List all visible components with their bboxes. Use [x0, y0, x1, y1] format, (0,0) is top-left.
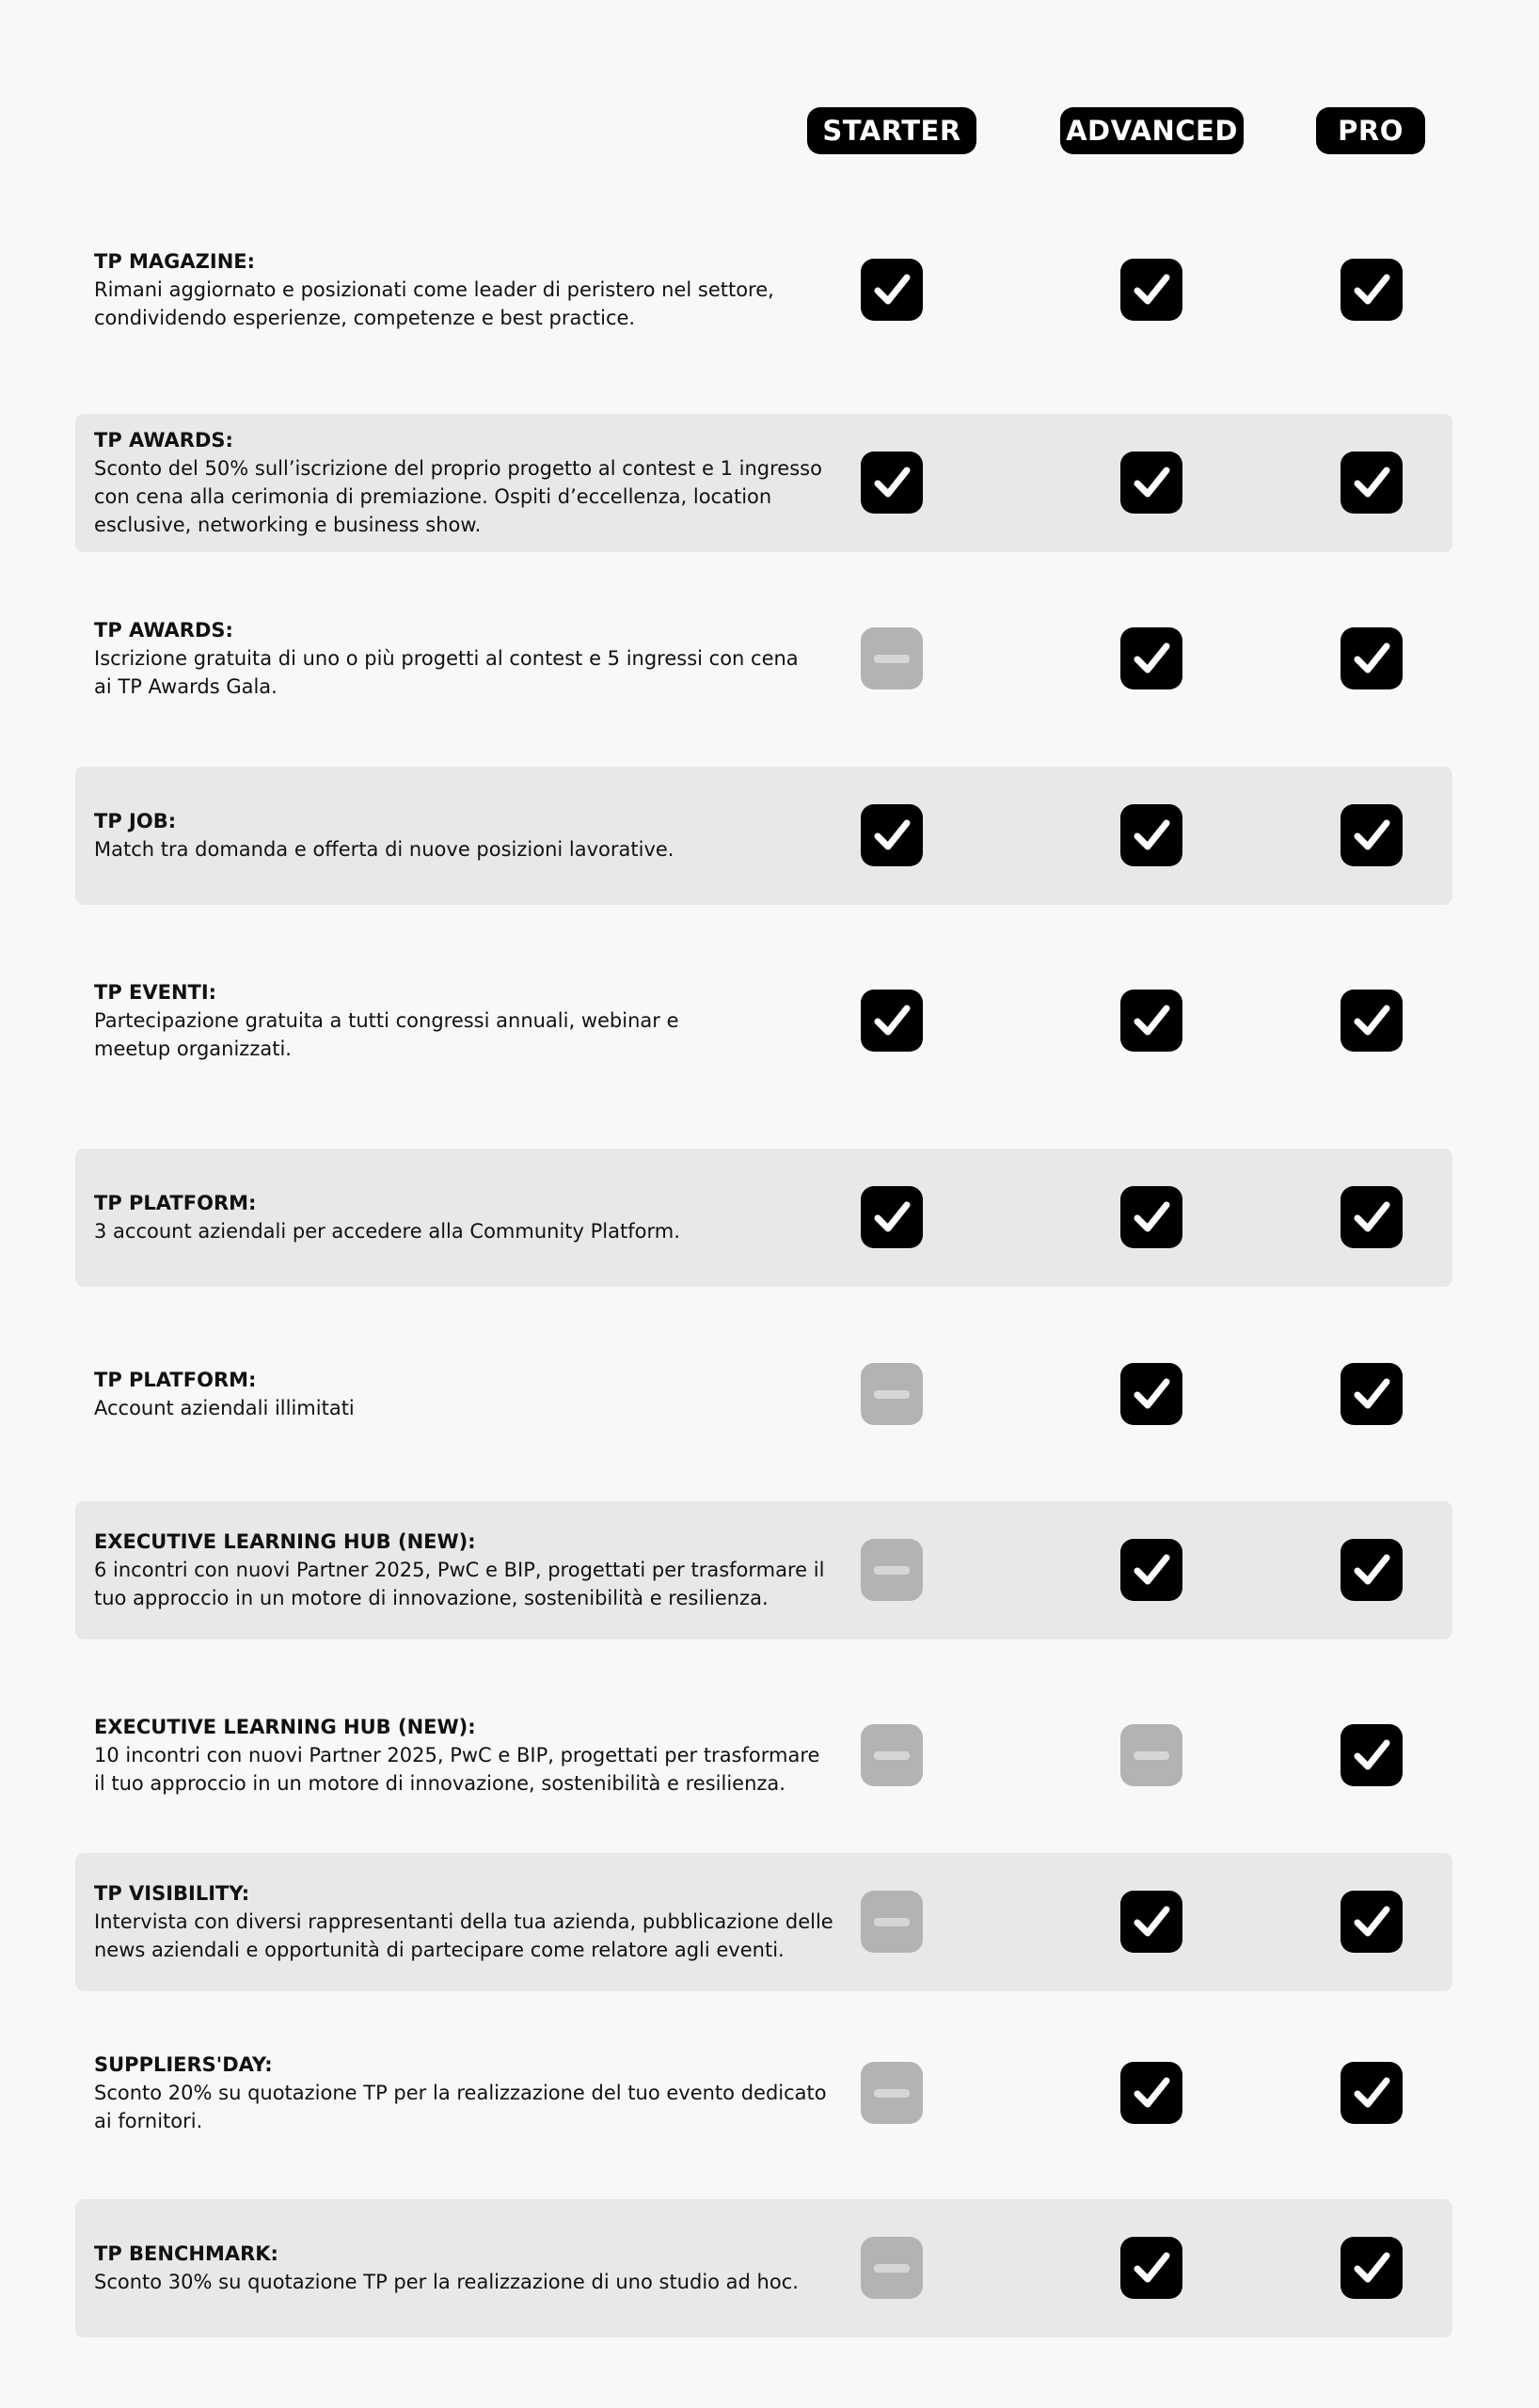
- feature-description: Partecipazione gratuita a tutti congressi annuali, webinar e meetup organizzati.: [94, 1009, 679, 1060]
- feature-description: Sconto 30% su quotazione TP per la realizzazione di uno studio ad hoc.: [94, 2271, 799, 2293]
- feature-title: TP EVENTI:: [94, 981, 217, 1004]
- feature-text: [94, 247, 837, 332]
- feature-text: [94, 1189, 837, 1245]
- check-advanced-icon: [1120, 1186, 1182, 1248]
- feature-description: 10 incontri con nuovi Partner 2025, PwC e BIP, progettati per trasformare il tuo approccio in un motore di innovazione, sostenibilità e resilienza.: [94, 1744, 820, 1795]
- plan-header-advanced: ADVANCED: [1060, 107, 1244, 154]
- feature-row: [75, 590, 1452, 728]
- feature-row: [75, 221, 1452, 359]
- feature-text: [94, 426, 837, 539]
- feature-description: Match tra domanda e offerta di nuove posizioni lavorative.: [94, 838, 674, 861]
- feature-row: [75, 1853, 1452, 1991]
- feature-row: [75, 414, 1452, 552]
- feature-description: Account aziendali illimitati: [94, 1397, 355, 1419]
- minus-mark: [874, 2089, 910, 2098]
- feature-row: [75, 767, 1452, 905]
- minus-advanced-icon: [1120, 1724, 1182, 1786]
- check-advanced-icon: [1120, 990, 1182, 1052]
- feature-text: [94, 1713, 837, 1798]
- check-advanced-icon: [1120, 1891, 1182, 1953]
- feature-title: TP JOB:: [94, 810, 177, 832]
- check-pro-icon: [1341, 1891, 1403, 1953]
- check-advanced-icon: [1120, 1539, 1182, 1601]
- feature-text: [94, 807, 837, 863]
- feature-title: TP PLATFORM:: [94, 1369, 257, 1391]
- feature-description: Sconto 20% su quotazione TP per la realizzazione del tuo evento dedicato ai fornitori.: [94, 2082, 827, 2132]
- check-pro-icon: [1341, 452, 1403, 514]
- minus-mark: [874, 1918, 910, 1926]
- feature-title: TP AWARDS:: [94, 429, 233, 452]
- check-pro-icon: [1341, 259, 1403, 321]
- feature-title: TP MAGAZINE:: [94, 250, 256, 273]
- check-starter-icon: [861, 804, 923, 866]
- minus-starter-icon: [861, 2062, 923, 2124]
- check-pro-icon: [1341, 804, 1403, 866]
- minus-mark: [874, 655, 910, 663]
- minus-starter-icon: [861, 1724, 923, 1786]
- check-starter-icon: [861, 990, 923, 1052]
- feature-description: 3 account aziendali per accedere alla Community Platform.: [94, 1220, 680, 1243]
- feature-title: SUPPLIERS'DAY:: [94, 2053, 273, 2076]
- feature-row: [75, 2199, 1452, 2337]
- feature-description: Intervista con diversi rappresentanti della tua azienda, pubblicazione delle news aziendali e opportunità di partecipare come relatore agli eventi.: [94, 1910, 833, 1961]
- check-advanced-icon: [1120, 2237, 1182, 2299]
- check-pro-icon: [1341, 1363, 1403, 1425]
- plan-header-starter: STARTER: [807, 107, 976, 154]
- feature-title: TP VISIBILITY:: [94, 1882, 250, 1905]
- feature-title: TP BENCHMARK:: [94, 2242, 278, 2265]
- check-advanced-icon: [1120, 627, 1182, 689]
- feature-text: [94, 2051, 837, 2135]
- feature-description: 6 incontri con nuovi Partner 2025, PwC e BIP, progettati per trasformare il tuo approccio in un motore di innovazione, sostenibilità e resilienza.: [94, 1559, 825, 1609]
- feature-title: EXECUTIVE LEARNING HUB (NEW):: [94, 1530, 476, 1553]
- minus-starter-icon: [861, 1539, 923, 1601]
- check-pro-icon: [1341, 1724, 1403, 1786]
- check-starter-icon: [861, 259, 923, 321]
- feature-title: TP AWARDS:: [94, 619, 233, 642]
- check-starter-icon: [861, 452, 923, 514]
- check-advanced-icon: [1120, 2062, 1182, 2124]
- check-pro-icon: [1341, 2237, 1403, 2299]
- check-pro-icon: [1341, 990, 1403, 1052]
- minus-mark: [1134, 1751, 1169, 1760]
- minus-mark: [874, 1751, 910, 1760]
- feature-text: [94, 1879, 837, 1964]
- plan-header-pro: PRO: [1316, 107, 1425, 154]
- feature-row: [75, 952, 1452, 1090]
- feature-row: [75, 2024, 1452, 2162]
- check-pro-icon: [1341, 1186, 1403, 1248]
- minus-starter-icon: [861, 627, 923, 689]
- check-pro-icon: [1341, 627, 1403, 689]
- check-advanced-icon: [1120, 804, 1182, 866]
- feature-row: [75, 1501, 1452, 1640]
- minus-mark: [874, 1566, 910, 1575]
- feature-title: EXECUTIVE LEARNING HUB (NEW):: [94, 1716, 476, 1738]
- check-advanced-icon: [1120, 1363, 1182, 1425]
- minus-mark: [874, 1390, 910, 1399]
- feature-row: [75, 1687, 1452, 1825]
- minus-mark: [874, 2264, 910, 2273]
- feature-description: Sconto del 50% sull’iscrizione del proprio progetto al contest e 1 ingresso con cena alla cerimonia di premiazione. Ospiti d’eccellenza, location esclusive, networking e business show.: [94, 457, 822, 536]
- feature-text: [94, 978, 837, 1063]
- check-advanced-icon: [1120, 259, 1182, 321]
- minus-starter-icon: [861, 1363, 923, 1425]
- minus-starter-icon: [861, 2237, 923, 2299]
- feature-text: [94, 616, 837, 701]
- feature-text: [94, 1366, 837, 1422]
- check-pro-icon: [1341, 1539, 1403, 1601]
- feature-row: [75, 1325, 1452, 1464]
- feature-text: [94, 1528, 837, 1612]
- check-advanced-icon: [1120, 452, 1182, 514]
- feature-description: Iscrizione gratuita di uno o più progetti al contest e 5 ingressi con cena ai TP Awards Gala.: [94, 647, 799, 698]
- minus-starter-icon: [861, 1891, 923, 1953]
- check-pro-icon: [1341, 2062, 1403, 2124]
- feature-title: TP PLATFORM:: [94, 1192, 257, 1214]
- check-starter-icon: [861, 1186, 923, 1248]
- feature-text: [94, 2240, 837, 2296]
- feature-row: [75, 1149, 1452, 1287]
- feature-description: Rimani aggiornato e posizionati come leader di peristero nel settore, condividendo esperienze, competenze e best practice.: [94, 278, 774, 329]
